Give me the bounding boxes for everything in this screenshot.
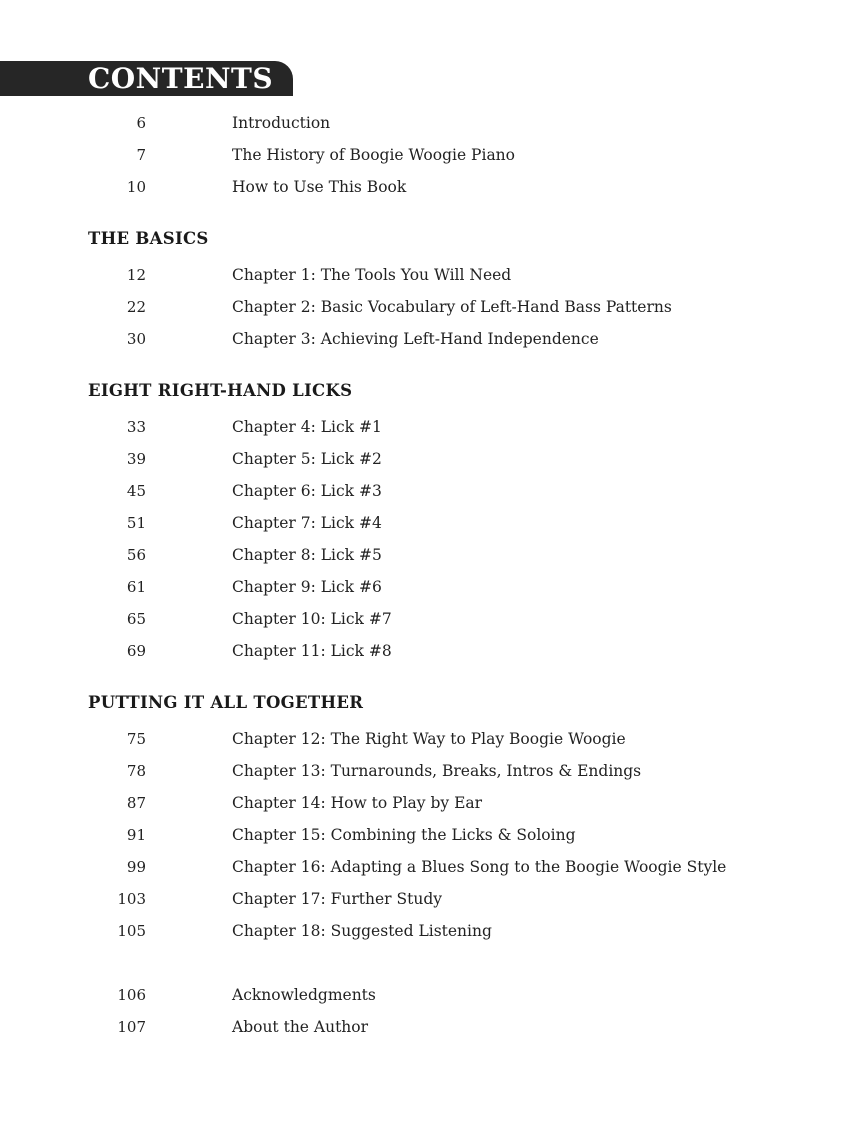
toc-row[interactable] <box>0 571 848 603</box>
toc-row[interactable] <box>0 883 848 915</box>
toc-page-number: 51 <box>126 514 146 532</box>
toc-page-number: 75 <box>126 730 146 748</box>
toc-row[interactable] <box>0 851 848 883</box>
end-matter-group <box>0 979 848 1043</box>
toc-entry-title: Chapter 15: Combining the Licks & Soloing <box>232 826 576 844</box>
toc-row[interactable] <box>0 603 848 635</box>
toc-page-number: 69 <box>126 642 146 660</box>
toc-entry-title: Chapter 13: Turnarounds, Breaks, Intros & Endings <box>232 762 642 780</box>
intro-group <box>0 107 848 203</box>
toc-entry-title: How to Use This Book <box>232 178 407 196</box>
toc-entry-title: Introduction <box>232 114 331 132</box>
toc-entry-title: Chapter 3: Achieving Left-Hand Independence <box>232 330 599 348</box>
toc-page-number: 10 <box>126 178 146 196</box>
toc-entry-title: Chapter 12: The Right Way to Play Boogie Woogie <box>232 730 626 748</box>
toc-entry-title: Chapter 18: Suggested Listening <box>232 922 492 940</box>
toc-entry-title: Chapter 1: The Tools You Will Need <box>232 266 512 284</box>
toc-page-number: 65 <box>126 610 146 628</box>
section-heading-licks: EIGHT RIGHT-HAND LICKS <box>88 381 353 400</box>
toc-entry-title: Chapter 10: Lick #7 <box>232 610 392 628</box>
toc-row[interactable] <box>0 107 848 139</box>
toc-row[interactable] <box>0 291 848 323</box>
toc-page-number: 12 <box>126 266 146 284</box>
toc-row[interactable] <box>0 755 848 787</box>
toc-page-number: 106 <box>117 986 146 1004</box>
toc-page-number: 78 <box>126 762 146 780</box>
toc-row[interactable] <box>0 411 848 443</box>
toc-row[interactable] <box>0 979 848 1011</box>
toc-page-number: 103 <box>117 890 146 908</box>
toc-page-number: 7 <box>136 146 146 164</box>
toc-entry-title: Chapter 11: Lick #8 <box>232 642 392 660</box>
toc-page-number: 45 <box>126 482 146 500</box>
section-basics-list <box>0 259 848 355</box>
toc-entry-title: Chapter 14: How to Play by Ear <box>232 794 483 812</box>
toc-row[interactable] <box>0 475 848 507</box>
toc-row[interactable] <box>0 787 848 819</box>
toc-row[interactable] <box>0 171 848 203</box>
toc-row[interactable] <box>0 259 848 291</box>
toc-entry-title: Chapter 8: Lick #5 <box>232 546 382 564</box>
toc-page-number: 30 <box>126 330 146 348</box>
toc-row[interactable] <box>0 915 848 947</box>
toc-page-number: 105 <box>117 922 146 940</box>
table-of-contents <box>0 107 848 1043</box>
toc-page-number: 39 <box>126 450 146 468</box>
toc-row[interactable] <box>0 507 848 539</box>
toc-row[interactable] <box>0 539 848 571</box>
page-title: CONTENTS <box>88 62 274 95</box>
toc-row[interactable] <box>0 635 848 667</box>
toc-entry-title: About the Author <box>232 1018 369 1036</box>
toc-page-number: 61 <box>126 578 146 596</box>
toc-entry-title: Acknowledgments <box>232 986 376 1004</box>
toc-entry-title: Chapter 5: Lick #2 <box>232 450 382 468</box>
toc-page-number: 107 <box>117 1018 146 1036</box>
section-together-list <box>0 723 848 947</box>
toc-page-number: 22 <box>126 298 146 316</box>
toc-page-number: 99 <box>126 858 146 876</box>
toc-page-number: 91 <box>126 826 146 844</box>
section-heading-basics: THE BASICS <box>88 229 209 248</box>
contents-banner <box>0 61 293 96</box>
toc-entry-title: Chapter 2: Basic Vocabulary of Left-Hand Bass Patterns <box>232 298 672 316</box>
toc-entry-title: The History of Boogie Woogie Piano <box>232 146 515 164</box>
toc-page-number: 6 <box>136 114 146 132</box>
toc-page-number: 87 <box>126 794 146 812</box>
toc-entry-title: Chapter 16: Adapting a Blues Song to the Boogie Woogie Style <box>232 858 727 876</box>
section-heading-together: PUTTING IT ALL TOGETHER <box>88 693 364 712</box>
toc-entry-title: Chapter 17: Further Study <box>232 890 442 908</box>
toc-row[interactable] <box>0 139 848 171</box>
toc-entry-title: Chapter 6: Lick #3 <box>232 482 382 500</box>
toc-row[interactable] <box>0 723 848 755</box>
toc-entry-title: Chapter 9: Lick #6 <box>232 578 382 596</box>
toc-entry-title: Chapter 7: Lick #4 <box>232 514 382 532</box>
toc-row[interactable] <box>0 819 848 851</box>
toc-row[interactable] <box>0 323 848 355</box>
toc-page-number: 56 <box>126 546 146 564</box>
toc-page-number: 33 <box>126 418 146 436</box>
toc-row[interactable] <box>0 443 848 475</box>
toc-entry-title: Chapter 4: Lick #1 <box>232 418 382 436</box>
toc-row[interactable] <box>0 1011 848 1043</box>
section-licks-list <box>0 411 848 667</box>
